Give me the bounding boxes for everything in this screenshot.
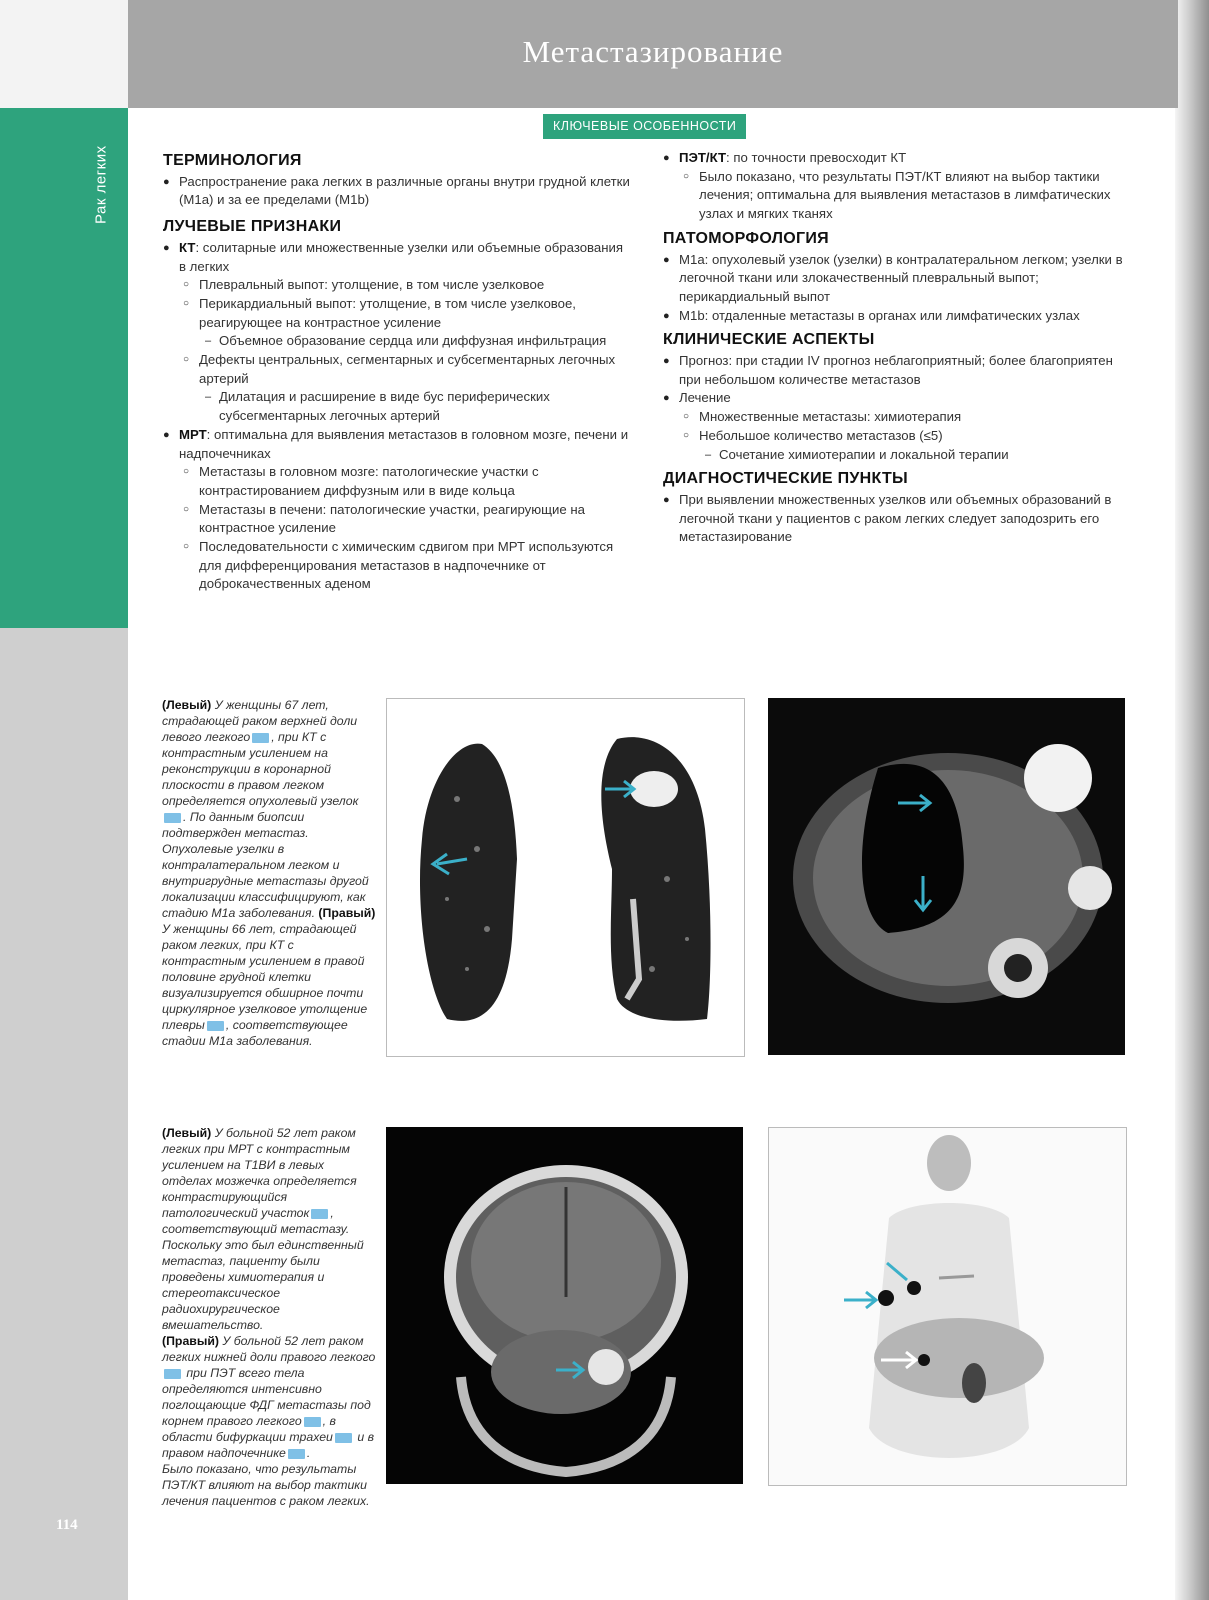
page-title: Метастазирование <box>522 34 784 69</box>
list-item: – Сочетание химиотерапии и локальной терапии <box>663 446 1131 465</box>
dash-bullet-icon: – <box>205 335 212 348</box>
list-item: ○ Было показано, что результаты ПЭТ/КТ влияют на выбор тактики лечения; оптимальна для выявления метастазов в лимфатических узлах и мягких тканях <box>683 168 1111 222</box>
circle-bullet-icon: ○ <box>183 354 190 366</box>
arrow-marker-icon <box>335 1433 352 1443</box>
left-text-column <box>163 148 631 594</box>
bullet-icon: ● <box>163 175 170 188</box>
page-header <box>128 0 1178 108</box>
bullet-icon: ● <box>663 253 670 266</box>
right-text-column <box>663 149 1131 547</box>
mri-brain-image <box>386 1127 743 1484</box>
arrow-marker-icon <box>164 813 181 823</box>
circle-bullet-icon: ○ <box>183 503 190 515</box>
heading-clinical: КЛИНИЧЕСКИЕ АСПЕКТЫ <box>663 331 875 349</box>
list-item: ● Распространение рака легких в различные органы внутри грудной клетки (M1a) и за ее пределами (M1b) <box>163 173 630 208</box>
list-item: – Дилатация и расширение в виде бус периферических субсегментарных легочных артерий <box>205 389 550 424</box>
bullet-icon: ● <box>163 428 170 441</box>
pet-whole-body-image <box>768 1127 1127 1486</box>
list-item: ● M1a: опухолевый узелок (узелки) в контралатеральном легком; узелки в легочной ткани или злокачественный плевральный выпот; перикардиальный выпот <box>663 251 1123 304</box>
arrow-marker-icon <box>252 733 269 743</box>
circle-bullet-icon: ○ <box>183 541 190 553</box>
bullet-icon: ● <box>663 493 670 506</box>
list-item: ○ Плевральный выпот: утолщение, в том числе узелковое <box>163 276 631 295</box>
left-margin-top <box>0 0 128 108</box>
list-item: ○ Последовательности с химическим сдвигом при МРТ используются для дифференцирования метастазов в надпочечнике от доброкачественных аденом <box>183 539 614 592</box>
bullet-icon: ● <box>663 152 670 164</box>
dash-bullet-icon: – <box>205 391 212 404</box>
circle-bullet-icon: ○ <box>183 279 190 291</box>
list-item: ○ Метастазы в печени: патологические участки, реагирующие на контрастное усиление <box>183 501 585 536</box>
page-number: 114 <box>56 1517 78 1533</box>
arrow-marker-icon <box>288 1449 305 1459</box>
bullet-icon: ● <box>663 392 670 405</box>
list-item: ● Лечение <box>663 389 1131 408</box>
list-item: ○ Перикардиальный выпот: утолщение, в том числе узелковое, реагирующее на контрастное усиление <box>183 295 576 330</box>
arrow-marker-icon <box>164 1369 181 1379</box>
arrow-marker-icon <box>304 1417 321 1427</box>
heading-diagnostic: ДИАГНОСТИЧЕСКИЕ ПУНКТЫ <box>663 470 909 488</box>
dash-bullet-icon: – <box>705 448 712 461</box>
list-item: ● M1b: отдаленные метастазы в органах или лимфатических узлах <box>663 307 1131 326</box>
ct-axial-pleura-image <box>768 698 1125 1055</box>
heading-imaging: ЛУЧЕВЫЕ ПРИЗНАКИ <box>163 218 342 236</box>
arrow-marker-icon <box>207 1021 224 1031</box>
list-item: ● При выявлении множественных узелков или объемных образований в легочной ткани у пациентов с раком легких следует заподозрить его метастазирование <box>663 491 1112 545</box>
list-item: ○ Небольшое количество метастазов (≤5) <box>663 427 1131 446</box>
heading-pathology: ПАТОМОРФОЛОГИЯ <box>663 229 829 247</box>
list-item: ● ПЭТ/КТ: по точности превосходит КТ <box>663 149 1131 168</box>
arrow-marker-icon <box>311 1209 328 1219</box>
circle-bullet-icon: ○ <box>683 170 690 182</box>
heading-terminology: ТЕРМИНОЛОГИЯ <box>163 152 302 169</box>
list-item: ○ Метастазы в головном мозге: патологические участки с контрастированием диффузным или в виде кольца <box>183 464 539 498</box>
ct-coronal-lungs-image <box>386 698 745 1057</box>
list-item: ○ Дефекты центральных, сегментарных и субсегментарных легочных артерий <box>183 352 616 386</box>
bullet-icon: ● <box>663 309 670 322</box>
list-item: ● КТ: солитарные или множественные узелки или объемные образования в легких <box>163 239 624 274</box>
figure-caption-1: (Левый) У женщины 67 лет, страдающей раком верхней доли левого легкого , при КТ с контрастным усилением на реконструкции в коронарной плоскости в правом легком определяется опухолевый узелок. По данным биопсии подтвержден метастаз. Опухолевые узелки в контралатеральном легком и внутригрудные метастазы другой локализации классифицируют, как стадию M1a заболевания. (Правый) У женщины 66 лет, страдающей раком легких, при КТ с контрастным усилением в правой половине грудной клетки визуализируется обширное почти циркулярное узелковое утолщение плевры , соответствующее стадии M1a заболевания. <box>162 698 376 1048</box>
list-item: ● МРТ: оптимальна для выявления метастазов в головном мозге, печени и надпочечниках <box>163 426 629 461</box>
list-item: ○ Множественные метастазы: химиотерапия <box>663 408 1131 427</box>
bullet-icon: ● <box>163 241 170 254</box>
bullet-icon: ● <box>663 355 670 368</box>
page-binding-shadow <box>1175 0 1209 1600</box>
circle-bullet-icon: ○ <box>183 297 190 309</box>
list-item: ● Прогноз: при стадии IV прогноз неблагоприятный; более благоприятен при небольшом количестве метастазов <box>663 353 1113 387</box>
chapter-side-tab-label: Рак легких <box>92 145 110 225</box>
circle-bullet-icon: ○ <box>683 429 690 441</box>
list-item: – Объемное образование сердца или диффузная инфильтрация <box>163 332 631 351</box>
circle-bullet-icon: ○ <box>183 466 190 478</box>
circle-bullet-icon: ○ <box>683 411 690 423</box>
key-features-badge: КЛЮЧЕВЫЕ ОСОБЕННОСТИ <box>543 114 746 139</box>
figure-caption-2: (Левый) У больной 52 лет раком легких при МРТ с контрастным усилением на Т1ВИ в левых отделах мозжечка определяется контрастирующийся патологический участок , соответствующий метастазу. Поскольку это был единственный метастаз, пациенту были проведены химиотерапия и стереотаксическое радиохирургическое вмешательство. (Правый) У больной 52 лет раком легких нижней доли правого легкого при ПЭТ всего тела определяются интенсивно поглощающие ФДГ метастазы под корнем правого легкого , в области бифуркации трахеи и в правом надпочечнике . Было показано, что результаты ПЭТ/КТ влияют на выбор тактики лечения пациентов с раком легких. <box>162 1126 376 1508</box>
